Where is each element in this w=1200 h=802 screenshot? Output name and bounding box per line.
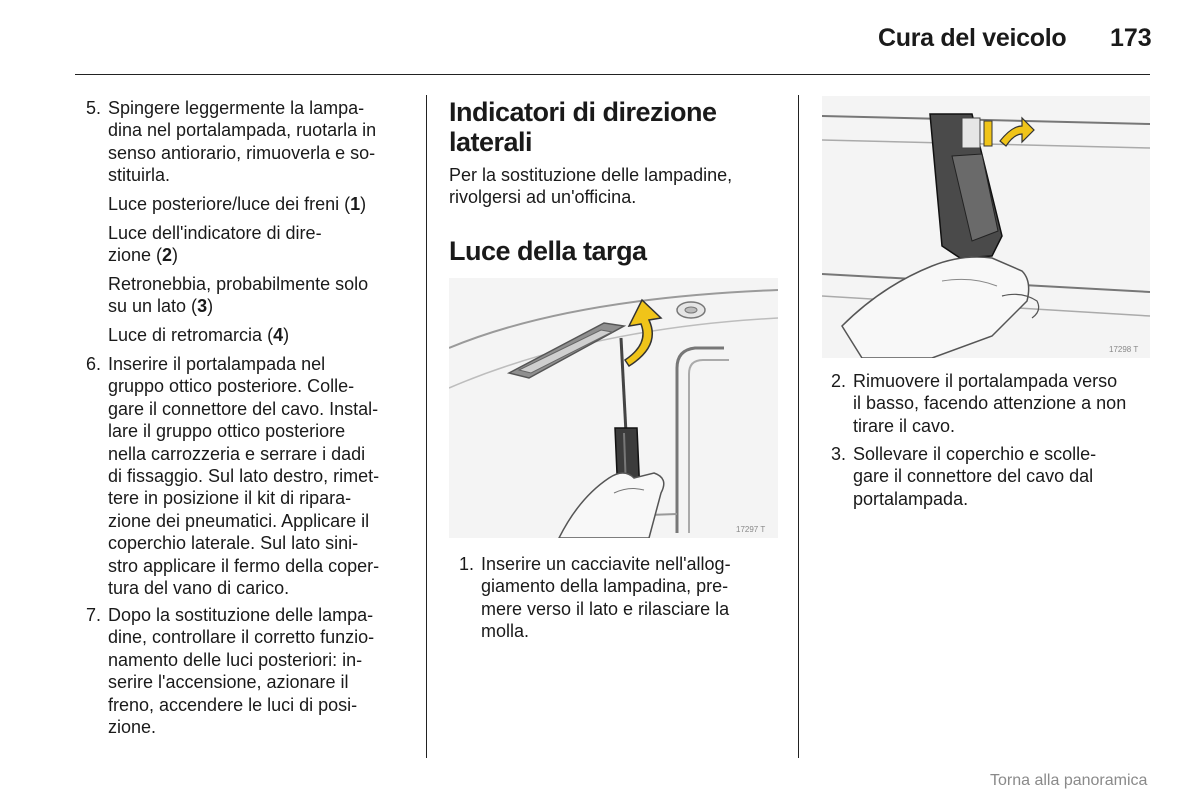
bulb-number: 2 (162, 245, 173, 266)
text-line: Inserire un cacciavite nell'allog- (481, 554, 731, 574)
column-divider-right (798, 95, 799, 758)
figure-code: 17298 T (1109, 345, 1139, 354)
text-line: gare il connettore del cavo dal (853, 466, 1094, 487)
figure-screwdriver (449, 278, 778, 538)
text-line: tere in posizione il kit di ripara- (108, 488, 352, 509)
illustration-screwdriver (449, 278, 778, 538)
back-to-overview-link[interactable]: Torna alla panoramica (990, 772, 1148, 789)
paragraph-workshop (449, 164, 732, 209)
bulb-tail-brake (108, 193, 366, 215)
text-line: Luce dell'indicatore di dire- (108, 223, 322, 243)
text: ) (360, 194, 367, 214)
text-line: Rimuovere il portalampada verso (853, 371, 1118, 391)
figure-code: 17297 T (736, 525, 766, 534)
text-line: giamento della lampadina, pre- (481, 576, 729, 597)
bulb-number: 1 (350, 194, 361, 214)
text-line: stro applicare il fermo della coper- (108, 555, 380, 576)
step-text (108, 604, 374, 738)
text-line: Spingere leggermente la lampa- (108, 98, 365, 118)
text: Luce posteriore/luce dei freni ( (108, 194, 351, 214)
text-line: lare il gruppo ottico posteriore (108, 421, 346, 442)
text: ) (283, 325, 290, 345)
heading-line: laterali (449, 127, 533, 157)
step-text (108, 353, 379, 599)
text-line: dina nel portalampada, ruotarla in (108, 120, 377, 141)
text-line: gare il connettore del cavo. Instal- (108, 398, 379, 419)
text-line: Dopo la sostituzione delle lampa- (108, 605, 374, 625)
text-line: gruppo ottico posteriore. Colle- (108, 376, 355, 397)
step-text (108, 97, 376, 187)
step-number: 5. (86, 98, 102, 118)
bulb-number: 3 (197, 296, 208, 317)
step-number: 3. (831, 444, 847, 464)
text-line: zione dei pneumatici. Applicare il (108, 510, 370, 531)
step-text (853, 443, 1096, 510)
illustration-bulb-holder (822, 96, 1150, 358)
bulb-indicator (108, 222, 322, 267)
text-line: Sollevare il coperchio e scolle- (853, 444, 1097, 464)
heading-license-plate-light: Luce della targa (449, 236, 647, 266)
text-line: tirare il cavo. (853, 415, 956, 436)
step-text (481, 553, 731, 643)
text-line: molla. (481, 621, 530, 642)
text-line: Retronebbia, probabilmente solo (108, 274, 369, 294)
text-line: Inserire il portalampada nel (108, 354, 326, 374)
step-number: 7. (86, 605, 102, 625)
text-line: senso antiorario, rimuoverla e so- (108, 142, 376, 163)
figure-bulb-holder (822, 96, 1150, 358)
text-line: zione. (108, 717, 157, 738)
step-number: 1. (459, 554, 475, 574)
text-line: stituirla. (108, 165, 171, 186)
text-line: Per la sostituzione delle lampadine, (449, 165, 733, 185)
text-line: il basso, facendo attenzione a non (853, 393, 1127, 414)
text-line: mere verso il lato e rilasciare la (481, 598, 730, 619)
text-line: serire l'accensione, azionare il (108, 672, 349, 693)
step-number: 2. (831, 371, 847, 391)
text-line: di fissaggio. Sul lato destro, rimet- (108, 466, 380, 487)
text-line: rivolgersi ad un'officina. (449, 187, 637, 208)
text-line: tura del vano di carico. (108, 578, 290, 599)
bulb-reversing (108, 324, 289, 346)
step-number: 6. (86, 354, 102, 374)
text-line: namento delle luci posteriori: in- (108, 649, 363, 670)
heading-line: Indicatori di direzione (449, 97, 717, 127)
column-divider-left (426, 95, 427, 758)
text-line: coperchio laterale. Sul lato sini- (108, 533, 359, 554)
section-title: Cura del veicolo (878, 24, 1067, 52)
page-number: 173 (1110, 24, 1152, 52)
text-line: dine, controllare il corretto funzio- (108, 627, 375, 648)
text-line: zione (2) (108, 245, 179, 266)
header-rule (75, 74, 1150, 75)
step-text (853, 370, 1126, 437)
text-line: portalampada. (853, 488, 969, 509)
bulb-rear-fog (108, 273, 368, 318)
text: Luce di retromarcia ( (108, 325, 274, 345)
text-line: su un lato (3) (108, 296, 214, 317)
heading-side-indicators (449, 97, 717, 157)
bulb-number: 4 (273, 325, 284, 345)
text-line: nella carrozzeria e serrare i dadi (108, 443, 366, 464)
text-line: freno, accendere le luci di posi- (108, 694, 358, 715)
